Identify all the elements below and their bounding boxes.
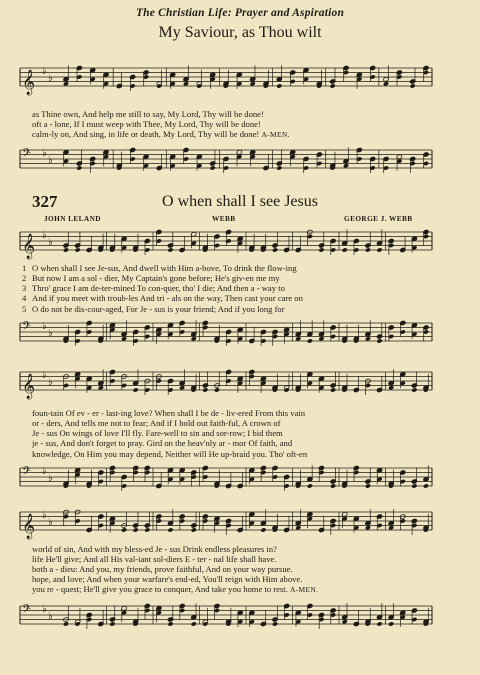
lyric-line: life He'll give; And all His val-iant sol-diers E - ter - nal life shall have. (32, 554, 277, 564)
note-head (330, 83, 336, 88)
previous-hymn-title: My Saviour, as Thou wilt (158, 24, 322, 41)
note-head (121, 336, 127, 341)
flat-icon: ♭ (42, 604, 47, 615)
note-head (307, 483, 313, 488)
flat-icon: ♭ (42, 466, 47, 477)
note-head (63, 621, 69, 626)
hymn-title: O when shall I see Jesus (162, 193, 318, 210)
lyric-line: Je - sus On wings of love I'll fly. Fare-well to sin and sor-row; I bid them (32, 428, 283, 438)
staff-treble-prev (0, 58, 480, 108)
lyric-line: And if you meet with troub-les And tri - als on the way, Then cast your care on (32, 293, 303, 303)
flat-icon: ♭ (42, 148, 47, 159)
amen-label: A-MEN. (290, 585, 319, 594)
note-head (260, 527, 266, 532)
flat-icon: ♭ (48, 473, 53, 484)
note-head (167, 527, 173, 532)
note-head (330, 387, 336, 392)
note-head (410, 83, 416, 88)
flat-icon: ♭ (48, 611, 53, 622)
lyric-line: you re - quest; He'll give you grace to conquer, And take you home to rest. A-MEN. (32, 584, 319, 594)
note-head (98, 385, 104, 390)
note-head (318, 336, 324, 341)
verse-number: 4 (22, 293, 27, 303)
note-head (276, 165, 282, 170)
note-head (250, 81, 256, 86)
note-head (167, 621, 173, 626)
lyric-line: hope, and love; And when your warfare's end-ed, You'll reign with Him above. (32, 574, 303, 584)
author-credit: JOHN LELAND (44, 214, 101, 223)
tune-name: WEBB (212, 214, 236, 223)
note-head (121, 527, 127, 532)
lyric-line: as Thine own, And help me still to say, My Lord, Thy will be done! (32, 109, 264, 119)
note-head (307, 338, 313, 343)
staff-bass-system-3 (0, 596, 480, 646)
flat-icon: ♭ (42, 321, 47, 332)
flat-icon: ♭ (42, 510, 47, 521)
clef-icon: 𝄞 (22, 514, 36, 539)
lyric-line: or - ders, And tells me not to fear; And if I hold out faith-ful, A crown of (32, 418, 281, 428)
note-head (214, 387, 220, 392)
note-head (276, 83, 282, 88)
note-head (63, 81, 69, 86)
note-head (144, 527, 150, 532)
note-head (167, 247, 173, 252)
flat-icon: ♭ (48, 155, 53, 166)
clef-icon: 𝄞 (22, 70, 36, 95)
flat-icon: ♭ (48, 517, 53, 528)
clef-icon: 𝄢 (22, 603, 32, 619)
flat-icon: ♭ (42, 370, 47, 381)
note-head (75, 247, 81, 252)
note-head (423, 483, 429, 488)
flat-icon: ♭ (42, 66, 47, 77)
note-head (376, 247, 382, 252)
flat-icon: ♭ (48, 237, 53, 248)
lyric-line: knowledge, On Him you may depend, Neither will He up-braid you. Tho' oft-en (32, 449, 308, 459)
note-head (133, 527, 139, 532)
lyric-line: world of sin, And with my bless-ed Je - sus Drink endless pleasures in? (32, 544, 277, 554)
note-head (133, 387, 139, 392)
note-head (342, 619, 348, 624)
lyric-line: calm-ly on, And sing, in life or death, My Lord, Thy will be done! A-MEN. (32, 129, 290, 139)
verse-number: 1 (22, 263, 27, 273)
staff-bass-system-1 (0, 313, 480, 363)
lyric-line: Thro' grace I am de-ter-mined To con-quer, tho' I die; And then a - way to (32, 283, 285, 293)
verse-number: 3 (22, 283, 27, 293)
note-head (109, 621, 115, 626)
note-head (179, 385, 185, 390)
note-head (191, 336, 197, 341)
note-head (295, 525, 301, 530)
flat-icon: ♭ (48, 328, 53, 339)
running-head: The Christian Life: Prayer and Aspiration (135, 7, 345, 19)
staff-bass-prev (0, 140, 480, 190)
note-head (376, 621, 382, 626)
clef-icon: 𝄢 (22, 465, 32, 481)
note-head (272, 247, 278, 252)
amen-label: A-MEN. (261, 130, 290, 139)
note-head (383, 81, 389, 86)
note-head (411, 483, 417, 488)
note-head (318, 247, 324, 252)
lyric-line: But now I am a sol - dier, My Captain's gone before; He's giv-en me my (32, 273, 280, 283)
clef-icon: 𝄢 (22, 147, 32, 163)
note-head (411, 387, 417, 392)
note-head (63, 247, 69, 252)
note-head (388, 621, 394, 626)
flat-icon: ♭ (48, 377, 53, 388)
flat-icon: ♭ (48, 73, 53, 84)
note-head (365, 525, 371, 530)
lyric-line: both a - dieu: And you, my friends, prove faithful, And on your way pursue. (32, 564, 293, 574)
clef-icon: 𝄢 (22, 320, 32, 336)
note-head (365, 483, 371, 488)
note-head (202, 387, 208, 392)
composer-credit: GEORGE J. WEBB (344, 214, 413, 223)
note-head (342, 247, 348, 252)
lyric-line: foun-tain Of ev - er - last-ing love? When shall I be de - liv-ered From this vain (32, 408, 306, 418)
note-head (295, 336, 301, 341)
note-head (76, 165, 82, 170)
hymn-number: 327 (32, 192, 58, 211)
lyric-line: O do not be dis-cour-aged, For Je - sus is your friend; And if you long for (32, 304, 285, 314)
note-head (365, 336, 371, 341)
clef-icon: 𝄞 (22, 234, 36, 259)
note-head (191, 621, 197, 626)
lyric-line: oft a - lone, If I must weep with Thee, My Lord, Thy will be done! (32, 119, 261, 129)
note-head (330, 483, 336, 488)
note-head (210, 165, 216, 170)
note-head (272, 621, 278, 626)
staff-treble-system-2 (0, 362, 480, 412)
staff-bass-system-2 (0, 458, 480, 508)
note-head (183, 81, 189, 86)
note-head (365, 247, 371, 252)
note-head (388, 525, 394, 530)
note-head (191, 527, 197, 532)
lyric-line: O when shall I see Je-sus, And dwell with Him a-bove, To drink the flow-ing (32, 263, 297, 273)
verse-number: 5 (22, 304, 27, 314)
note-head (376, 338, 382, 343)
flat-icon: ♭ (42, 230, 47, 241)
note-head (343, 163, 349, 168)
clef-icon: 𝄞 (22, 374, 36, 399)
note-head (388, 385, 394, 390)
verse-number: 2 (22, 273, 27, 283)
lyric-line: je - sus, And don't forget to pray. Gird on the heav'nly ar - mor Of faith, and (32, 438, 293, 448)
